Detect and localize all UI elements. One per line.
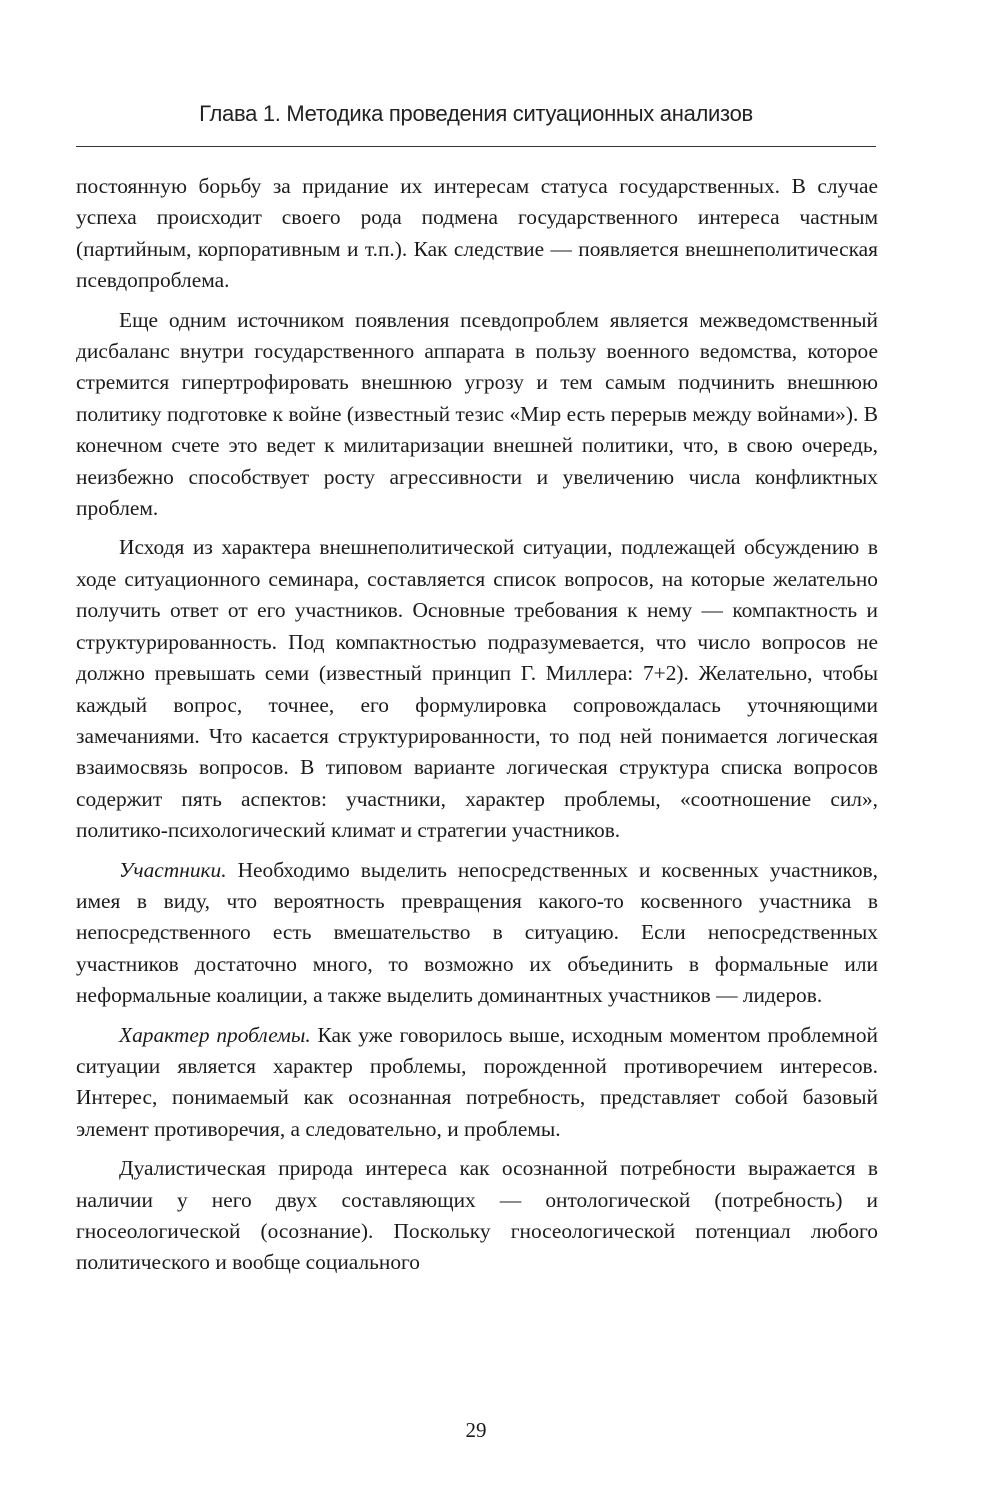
paragraph-text: Необходимо выделить непосредственных и косвенных участников, имея в виду, что вероятность превращения какого-то косвенного участника в непосредственного есть вмешательство в ситуацию. Если непосредственных участников достаточно много, то возможно их объединить в формальные или неформальные коалиции, а также выделить доминантных участников — лидеров. <box>76 857 878 1008</box>
paragraph-lead-term: Характер проблемы. <box>119 1022 311 1047</box>
paragraph-problem-character <box>76 1020 878 1146</box>
paragraph-question-list <box>76 532 878 846</box>
running-header: Глава 1. Методика проведения ситуационных анализов <box>199 101 753 126</box>
paragraph-continuation <box>76 171 878 297</box>
paragraph-text: постоянную борьбу за придание их интересам статуса государственных. В случае успеха происходит своего рода подмена государственного интереса частным (партийным, корпоративным и т.п.). Как следствие — появляется внешнеполитическая псевдопроблема. <box>76 174 878 293</box>
page-number: 29 <box>465 1418 487 1442</box>
paragraph-text: Еще одним источником появления псевдопроблем является межведомственный дисбаланс внутри государственного аппарата в пользу военного ведомства, которое стремится гипертрофировать внешнюю угрозу и тем самым подчинить внешнюю политику подготовке к войне (известный тезис «Мир есть перерыв между войнами»). В конечном счете это ведет к милитаризации внешней политики, что, в свою очередь, неизбежно способствует росту агрессивности и увеличению числа конфликтных проблем. <box>76 307 878 521</box>
paragraph-participants <box>76 855 878 1012</box>
body-text <box>76 171 878 1287</box>
paragraph-pseudoproblems <box>76 305 878 525</box>
paragraph-lead-term: Участники. <box>119 857 227 882</box>
header-divider <box>76 146 876 147</box>
paragraph-dualism <box>76 1153 878 1279</box>
paragraph-text: Дуалистическая природа интереса как осознанной потребности выражается в наличии у него двух составляющих — онтологической (потребность) и гносеологической (осознание). Поскольку гносеологической потенциал любого политического и вообще социального <box>76 1156 878 1275</box>
paragraph-text: Исходя из характера внешнеполитической ситуации, подлежащей обсуждению в ходе ситуационного семинара, составляется список вопросов, на которые желательно получить ответ от его участников. Основные требования к нему — компактность и структурированность. Под компактностью подразумевается, что число вопросов не должно превышать семи (известный принцип Г. Миллера: 7+2). Желательно, чтобы каждый вопрос, точнее, его формулировка сопровождалась уточняющими замечаниями. Что касается структурированности, то под ней понимается логическая взаимосвязь вопросов. В типовом варианте логическая структура списка вопросов содержит пять аспектов: участники, характер проблемы, «соотношение сил», политико-психологический климат и стратегии участников. <box>76 535 878 843</box>
paragraph-text: Как уже говорилось выше, исходным моментом проблемной ситуации является характер проблемы, порожденной противоречием интересов. Интерес, понимаемый как осознанная потребность, представляет собой базовый элемент противоречия, а следовательно, и проблемы. <box>76 1022 878 1141</box>
